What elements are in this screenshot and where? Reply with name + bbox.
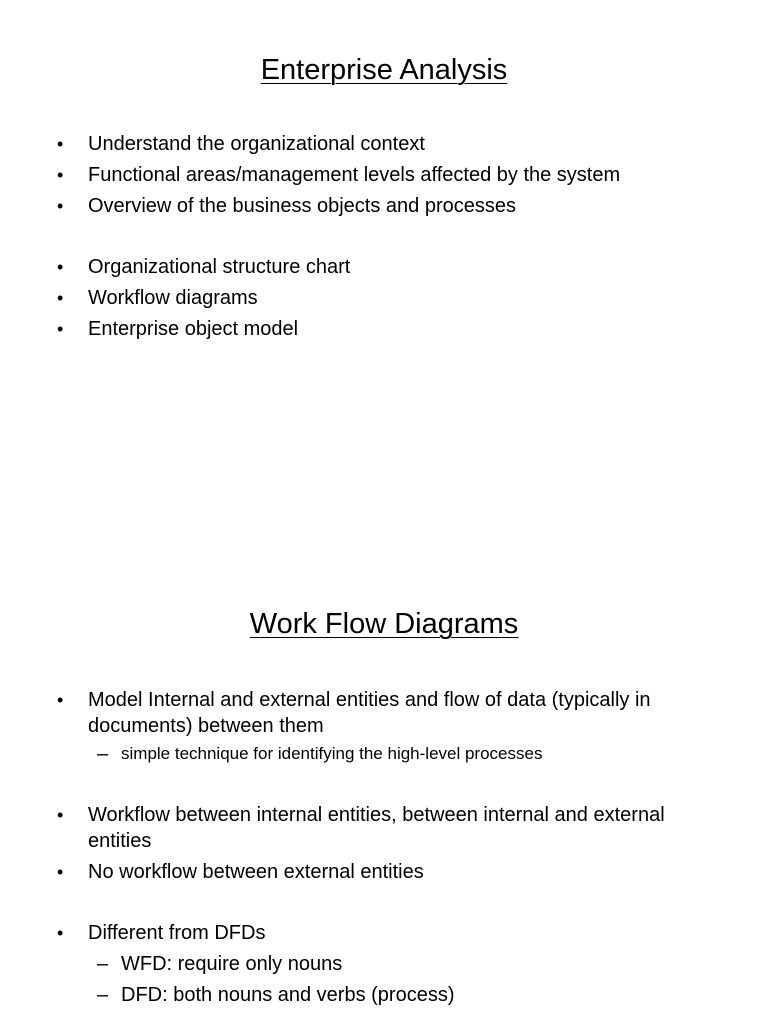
bullet-text: Functional areas/management levels affected by the system xyxy=(88,164,621,186)
sub-list xyxy=(0,951,720,1008)
dash-icon: – xyxy=(97,984,109,1006)
list-item xyxy=(0,859,720,885)
slide-work-flow-diagrams xyxy=(0,555,768,1024)
bullet-icon: • xyxy=(57,805,64,825)
dash-icon: – xyxy=(97,953,109,975)
list-item xyxy=(0,193,720,219)
bullet-list xyxy=(0,254,720,342)
list-item xyxy=(0,920,720,1008)
sub-list xyxy=(0,741,720,767)
bullet-icon: • xyxy=(57,165,64,185)
bullet-icon: • xyxy=(57,923,64,943)
list-item xyxy=(0,316,720,342)
slide-title: Work Flow Diagrams xyxy=(249,608,519,640)
slide-title: Enterprise Analysis xyxy=(260,54,508,86)
bullet-text: Understand the organizational context xyxy=(88,133,425,155)
bullet-text: Overview of the business objects and processes xyxy=(88,195,516,217)
bullet-text: Workflow between internal entities, between internal and external entities xyxy=(88,804,665,852)
bullet-icon: • xyxy=(57,257,64,277)
list-item xyxy=(0,687,720,767)
bullet-text: Model Internal and external entities and flow of data (typically in documents) between them xyxy=(88,689,651,737)
sub-bullet-text: WFD: require only nouns xyxy=(121,953,343,975)
list-item xyxy=(0,162,720,188)
bullet-icon: • xyxy=(57,690,64,710)
sub-list-item xyxy=(0,741,720,767)
bullet-icon: • xyxy=(57,319,64,339)
list-item xyxy=(0,802,720,854)
bullet-list xyxy=(0,802,720,885)
bullet-icon: • xyxy=(57,196,64,216)
bullet-icon: • xyxy=(57,288,64,308)
dash-icon: – xyxy=(97,743,109,765)
bullet-text: Different from DFDs xyxy=(88,922,266,944)
list-item xyxy=(0,285,720,311)
sub-list-item xyxy=(0,951,720,977)
sub-list-item xyxy=(0,982,720,1008)
bullet-icon: • xyxy=(57,862,64,882)
list-item xyxy=(0,254,720,280)
bullet-text: Organizational structure chart xyxy=(88,256,351,278)
bullet-list xyxy=(0,920,720,1008)
bullet-list xyxy=(0,131,720,219)
bullet-icon: • xyxy=(57,134,64,154)
bullet-list xyxy=(0,687,720,767)
sub-bullet-text: simple technique for identifying the high-level processes xyxy=(121,744,543,763)
list-item xyxy=(0,131,720,157)
bullet-text: Workflow diagrams xyxy=(88,287,258,309)
bullet-text: Enterprise object model xyxy=(88,318,299,340)
bullet-text: No workflow between external entities xyxy=(88,861,424,883)
sub-bullet-text: DFD: both nouns and verbs (process) xyxy=(121,984,455,1006)
